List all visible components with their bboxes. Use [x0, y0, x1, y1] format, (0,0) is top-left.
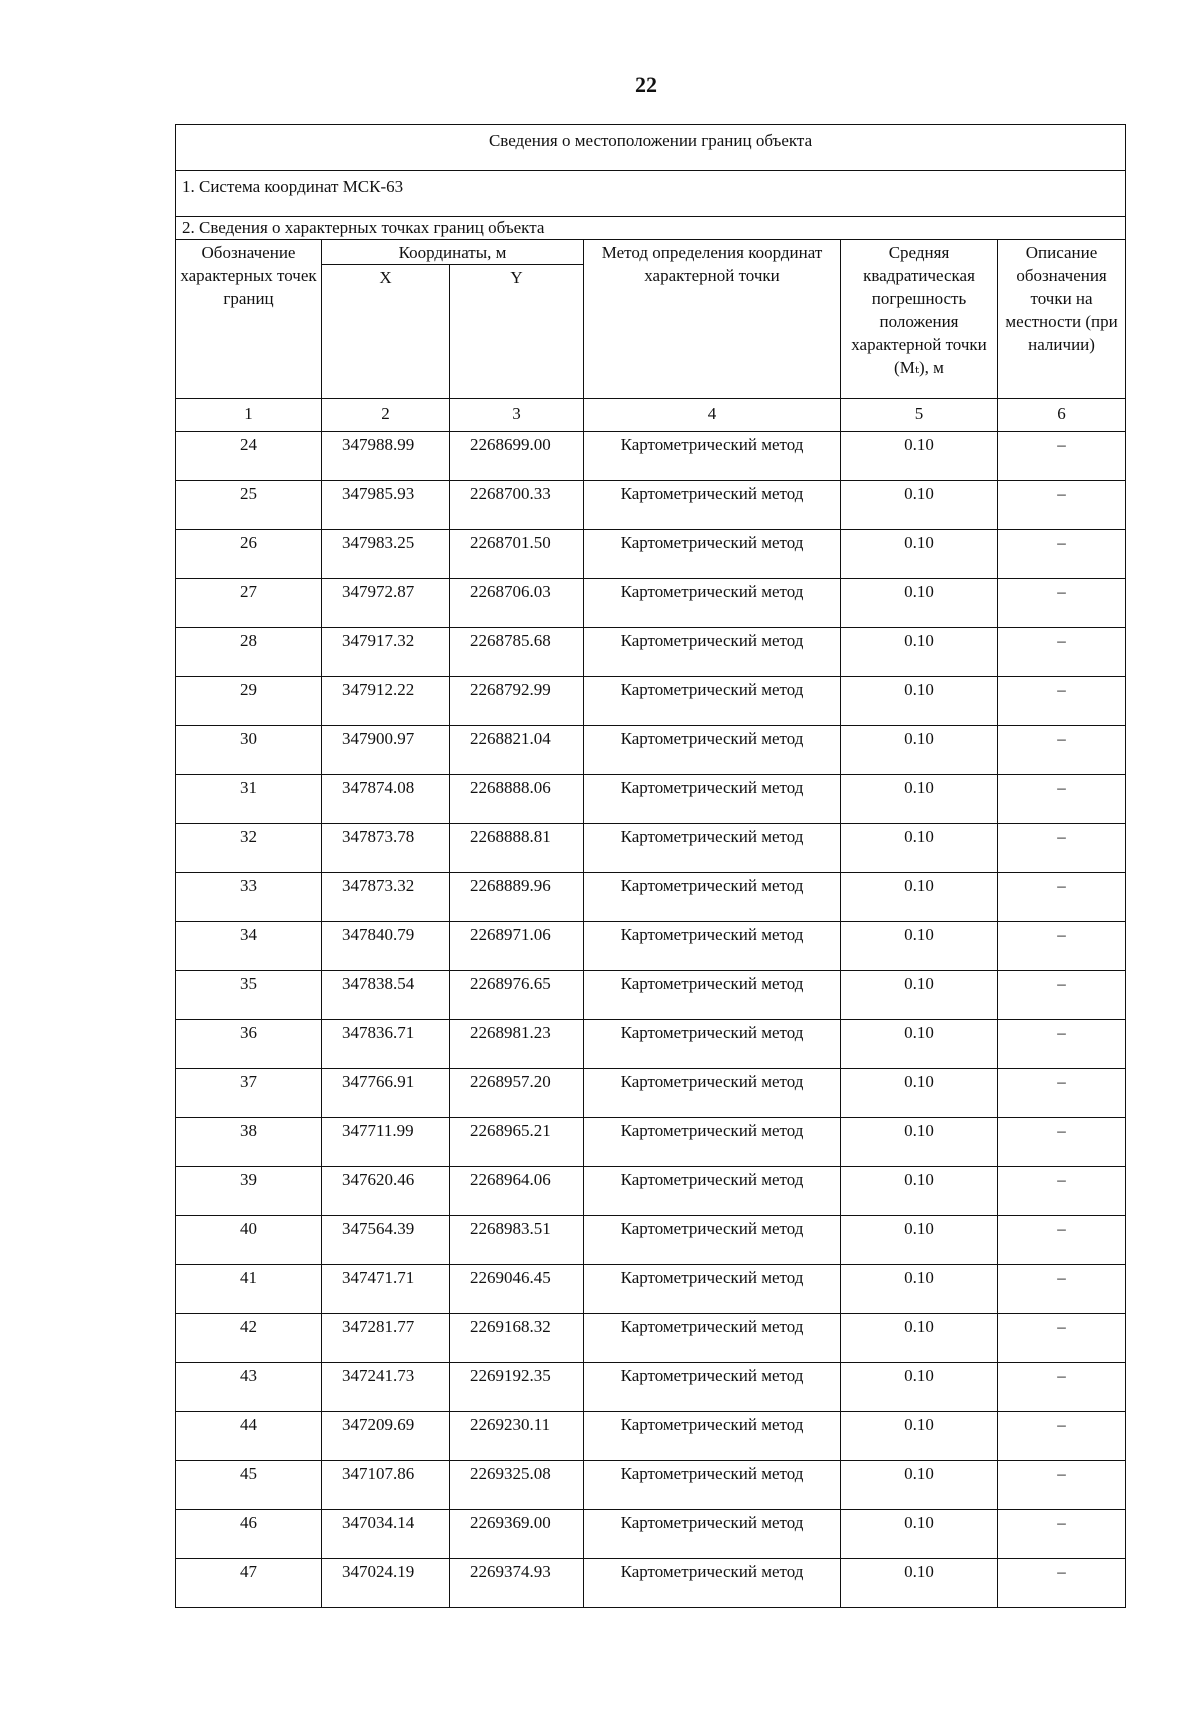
description-cell: – [998, 824, 1126, 873]
method-cell: Картометрический метод [584, 971, 841, 1020]
method-cell: Картометрический метод [584, 1363, 841, 1412]
point-cell: 39 [176, 1167, 322, 1216]
error-cell: 0.10 [841, 1265, 998, 1314]
point-cell: 24 [176, 432, 322, 481]
error-cell: 0.10 [841, 530, 998, 579]
error-cell: 0.10 [841, 971, 998, 1020]
table-row [176, 824, 1126, 873]
x-coordinate-cell: 347985.93 [322, 481, 450, 530]
y-coordinate-cell: 2269046.45 [450, 1265, 584, 1314]
table-row [176, 1314, 1126, 1363]
error-cell: 0.10 [841, 1314, 998, 1363]
y-coordinate-cell: 2268821.04 [450, 726, 584, 775]
table-row [176, 1167, 1126, 1216]
x-coordinate-cell: 347983.25 [322, 530, 450, 579]
table-row [176, 1118, 1126, 1167]
description-cell: – [998, 726, 1126, 775]
header-error: Средняя квадратическая погрешность положения характерной точки (Mₜ), м [841, 240, 998, 399]
point-cell: 26 [176, 530, 322, 579]
table-row [176, 775, 1126, 824]
point-cell: 27 [176, 579, 322, 628]
point-cell: 28 [176, 628, 322, 677]
page-number: 22 [635, 72, 657, 97]
point-cell: 31 [176, 775, 322, 824]
y-coordinate-cell: 2268706.03 [450, 579, 584, 628]
table-row [176, 1265, 1126, 1314]
x-coordinate-cell: 347873.78 [322, 824, 450, 873]
description-cell: – [998, 530, 1126, 579]
point-cell: 25 [176, 481, 322, 530]
point-cell: 38 [176, 1118, 322, 1167]
x-coordinate-cell: 347836.71 [322, 1020, 450, 1069]
table-row [176, 971, 1126, 1020]
method-cell: Картометрический метод [584, 726, 841, 775]
x-coordinate-cell: 347988.99 [322, 432, 450, 481]
table-row [176, 1559, 1126, 1608]
point-cell: 35 [176, 971, 322, 1020]
description-cell: – [998, 1020, 1126, 1069]
method-cell: Картометрический метод [584, 677, 841, 726]
description-cell: – [998, 1559, 1126, 1608]
error-cell: 0.10 [841, 677, 998, 726]
boundary-table [175, 124, 1126, 1608]
method-cell: Картометрический метод [584, 1118, 841, 1167]
header-row [176, 240, 1126, 265]
point-cell: 46 [176, 1510, 322, 1559]
x-coordinate-cell: 347241.73 [322, 1363, 450, 1412]
description-cell: – [998, 1069, 1126, 1118]
y-coordinate-cell: 2268785.68 [450, 628, 584, 677]
table-row [176, 432, 1126, 481]
error-cell: 0.10 [841, 628, 998, 677]
method-cell: Картометрический метод [584, 775, 841, 824]
method-cell: Картометрический метод [584, 1510, 841, 1559]
x-coordinate-cell: 347912.22 [322, 677, 450, 726]
y-coordinate-cell: 2268888.06 [450, 775, 584, 824]
x-coordinate-cell: 347107.86 [322, 1461, 450, 1510]
description-cell: – [998, 1461, 1126, 1510]
point-cell: 47 [176, 1559, 322, 1608]
error-cell: 0.10 [841, 579, 998, 628]
x-coordinate-cell: 347711.99 [322, 1118, 450, 1167]
table-row [176, 628, 1126, 677]
method-cell: Картометрический метод [584, 1559, 841, 1608]
y-coordinate-cell: 2268888.81 [450, 824, 584, 873]
header-x: X [322, 265, 450, 399]
y-coordinate-cell: 2268792.99 [450, 677, 584, 726]
table-row [176, 1510, 1126, 1559]
description-cell: – [998, 1118, 1126, 1167]
header-point: Обозначение характерных точек границ [176, 240, 322, 399]
x-coordinate-cell: 347874.08 [322, 775, 450, 824]
description-cell: – [998, 1167, 1126, 1216]
y-coordinate-cell: 2269168.32 [450, 1314, 584, 1363]
coordinate-system: 1. Система координат МСК-63 [176, 171, 1126, 217]
point-cell: 30 [176, 726, 322, 775]
description-cell: – [998, 1510, 1126, 1559]
table-row [176, 1363, 1126, 1412]
section2-row [176, 217, 1126, 240]
x-coordinate-cell: 347900.97 [322, 726, 450, 775]
y-coordinate-cell: 2268981.23 [450, 1020, 584, 1069]
error-cell: 0.10 [841, 432, 998, 481]
y-coordinate-cell: 2268964.06 [450, 1167, 584, 1216]
column-number: 4 [584, 399, 841, 432]
y-coordinate-cell: 2268965.21 [450, 1118, 584, 1167]
method-cell: Картометрический метод [584, 1265, 841, 1314]
description-cell: – [998, 971, 1126, 1020]
table-title: Сведения о местоположении границ объекта [176, 125, 1126, 171]
error-cell: 0.10 [841, 1216, 998, 1265]
method-cell: Картометрический метод [584, 922, 841, 971]
table-row [176, 922, 1126, 971]
table-row [176, 726, 1126, 775]
error-cell: 0.10 [841, 824, 998, 873]
point-cell: 29 [176, 677, 322, 726]
y-coordinate-cell: 2268983.51 [450, 1216, 584, 1265]
error-cell: 0.10 [841, 775, 998, 824]
x-coordinate-cell: 347972.87 [322, 579, 450, 628]
error-cell: 0.10 [841, 1118, 998, 1167]
y-coordinate-cell: 2268971.06 [450, 922, 584, 971]
x-coordinate-cell: 347766.91 [322, 1069, 450, 1118]
x-coordinate-cell: 347024.19 [322, 1559, 450, 1608]
x-coordinate-cell: 347471.71 [322, 1265, 450, 1314]
method-cell: Картометрический метод [584, 873, 841, 922]
table-row [176, 677, 1126, 726]
y-coordinate-cell: 2268701.50 [450, 530, 584, 579]
y-coordinate-cell: 2268699.00 [450, 432, 584, 481]
error-cell: 0.10 [841, 726, 998, 775]
x-coordinate-cell: 347620.46 [322, 1167, 450, 1216]
y-coordinate-cell: 2269325.08 [450, 1461, 584, 1510]
error-cell: 0.10 [841, 1461, 998, 1510]
x-coordinate-cell: 347564.39 [322, 1216, 450, 1265]
description-cell: – [998, 922, 1126, 971]
x-coordinate-cell: 347838.54 [322, 971, 450, 1020]
description-cell: – [998, 1314, 1126, 1363]
method-cell: Картометрический метод [584, 432, 841, 481]
description-cell: – [998, 628, 1126, 677]
section1-row [176, 171, 1126, 217]
table-row [176, 530, 1126, 579]
error-cell: 0.10 [841, 1559, 998, 1608]
description-cell: – [998, 481, 1126, 530]
table-row [176, 579, 1126, 628]
error-cell: 0.10 [841, 1167, 998, 1216]
description-cell: – [998, 579, 1126, 628]
method-cell: Картометрический метод [584, 481, 841, 530]
x-coordinate-cell: 347034.14 [322, 1510, 450, 1559]
point-cell: 43 [176, 1363, 322, 1412]
method-cell: Картометрический метод [584, 1412, 841, 1461]
point-cell: 36 [176, 1020, 322, 1069]
error-cell: 0.10 [841, 1363, 998, 1412]
y-coordinate-cell: 2269374.93 [450, 1559, 584, 1608]
description-cell: – [998, 873, 1126, 922]
header-description: Описание обозначения точки на местности (при наличии) [998, 240, 1126, 399]
y-coordinate-cell: 2268976.65 [450, 971, 584, 1020]
method-cell: Картометрический метод [584, 1069, 841, 1118]
method-cell: Картометрический метод [584, 1461, 841, 1510]
table-row [176, 1020, 1126, 1069]
description-cell: – [998, 1265, 1126, 1314]
point-cell: 42 [176, 1314, 322, 1363]
header-method: Метод определения координат характерной точки [584, 240, 841, 399]
method-cell: Картометрический метод [584, 1020, 841, 1069]
y-coordinate-cell: 2268889.96 [450, 873, 584, 922]
table-row [176, 1216, 1126, 1265]
x-coordinate-cell: 347873.32 [322, 873, 450, 922]
column-number: 5 [841, 399, 998, 432]
description-cell: – [998, 1216, 1126, 1265]
error-cell: 0.10 [841, 1020, 998, 1069]
y-coordinate-cell: 2269369.00 [450, 1510, 584, 1559]
points-section-title: 2. Сведения о характерных точках границ объекта [176, 217, 1126, 240]
error-cell: 0.10 [841, 1069, 998, 1118]
y-coordinate-cell: 2268957.20 [450, 1069, 584, 1118]
point-cell: 40 [176, 1216, 322, 1265]
x-coordinate-cell: 347209.69 [322, 1412, 450, 1461]
column-number: 2 [322, 399, 450, 432]
method-cell: Картометрический метод [584, 1167, 841, 1216]
error-cell: 0.10 [841, 922, 998, 971]
description-cell: – [998, 775, 1126, 824]
error-cell: 0.10 [841, 1510, 998, 1559]
error-cell: 0.10 [841, 873, 998, 922]
method-cell: Картометрический метод [584, 579, 841, 628]
point-cell: 34 [176, 922, 322, 971]
y-coordinate-cell: 2268700.33 [450, 481, 584, 530]
column-number: 3 [450, 399, 584, 432]
title-row [176, 125, 1126, 171]
table-row [176, 1412, 1126, 1461]
x-coordinate-cell: 347917.32 [322, 628, 450, 677]
description-cell: – [998, 1363, 1126, 1412]
table-row [176, 873, 1126, 922]
y-coordinate-cell: 2269192.35 [450, 1363, 584, 1412]
column-number-row [176, 399, 1126, 432]
point-cell: 41 [176, 1265, 322, 1314]
table-row [176, 1461, 1126, 1510]
column-number: 6 [998, 399, 1126, 432]
point-cell: 44 [176, 1412, 322, 1461]
x-coordinate-cell: 347840.79 [322, 922, 450, 971]
column-number: 1 [176, 399, 322, 432]
table-row [176, 481, 1126, 530]
point-cell: 37 [176, 1069, 322, 1118]
y-coordinate-cell: 2269230.11 [450, 1412, 584, 1461]
method-cell: Картометрический метод [584, 824, 841, 873]
description-cell: – [998, 1412, 1126, 1461]
error-cell: 0.10 [841, 1412, 998, 1461]
point-cell: 32 [176, 824, 322, 873]
point-cell: 33 [176, 873, 322, 922]
description-cell: – [998, 677, 1126, 726]
method-cell: Картометрический метод [584, 1216, 841, 1265]
description-cell: – [998, 432, 1126, 481]
method-cell: Картометрический метод [584, 628, 841, 677]
x-coordinate-cell: 347281.77 [322, 1314, 450, 1363]
method-cell: Картометрический метод [584, 1314, 841, 1363]
header-coords: Координаты, м [322, 240, 584, 265]
error-cell: 0.10 [841, 481, 998, 530]
header-y: Y [450, 265, 584, 399]
table-row [176, 1069, 1126, 1118]
method-cell: Картометрический метод [584, 530, 841, 579]
point-cell: 45 [176, 1461, 322, 1510]
